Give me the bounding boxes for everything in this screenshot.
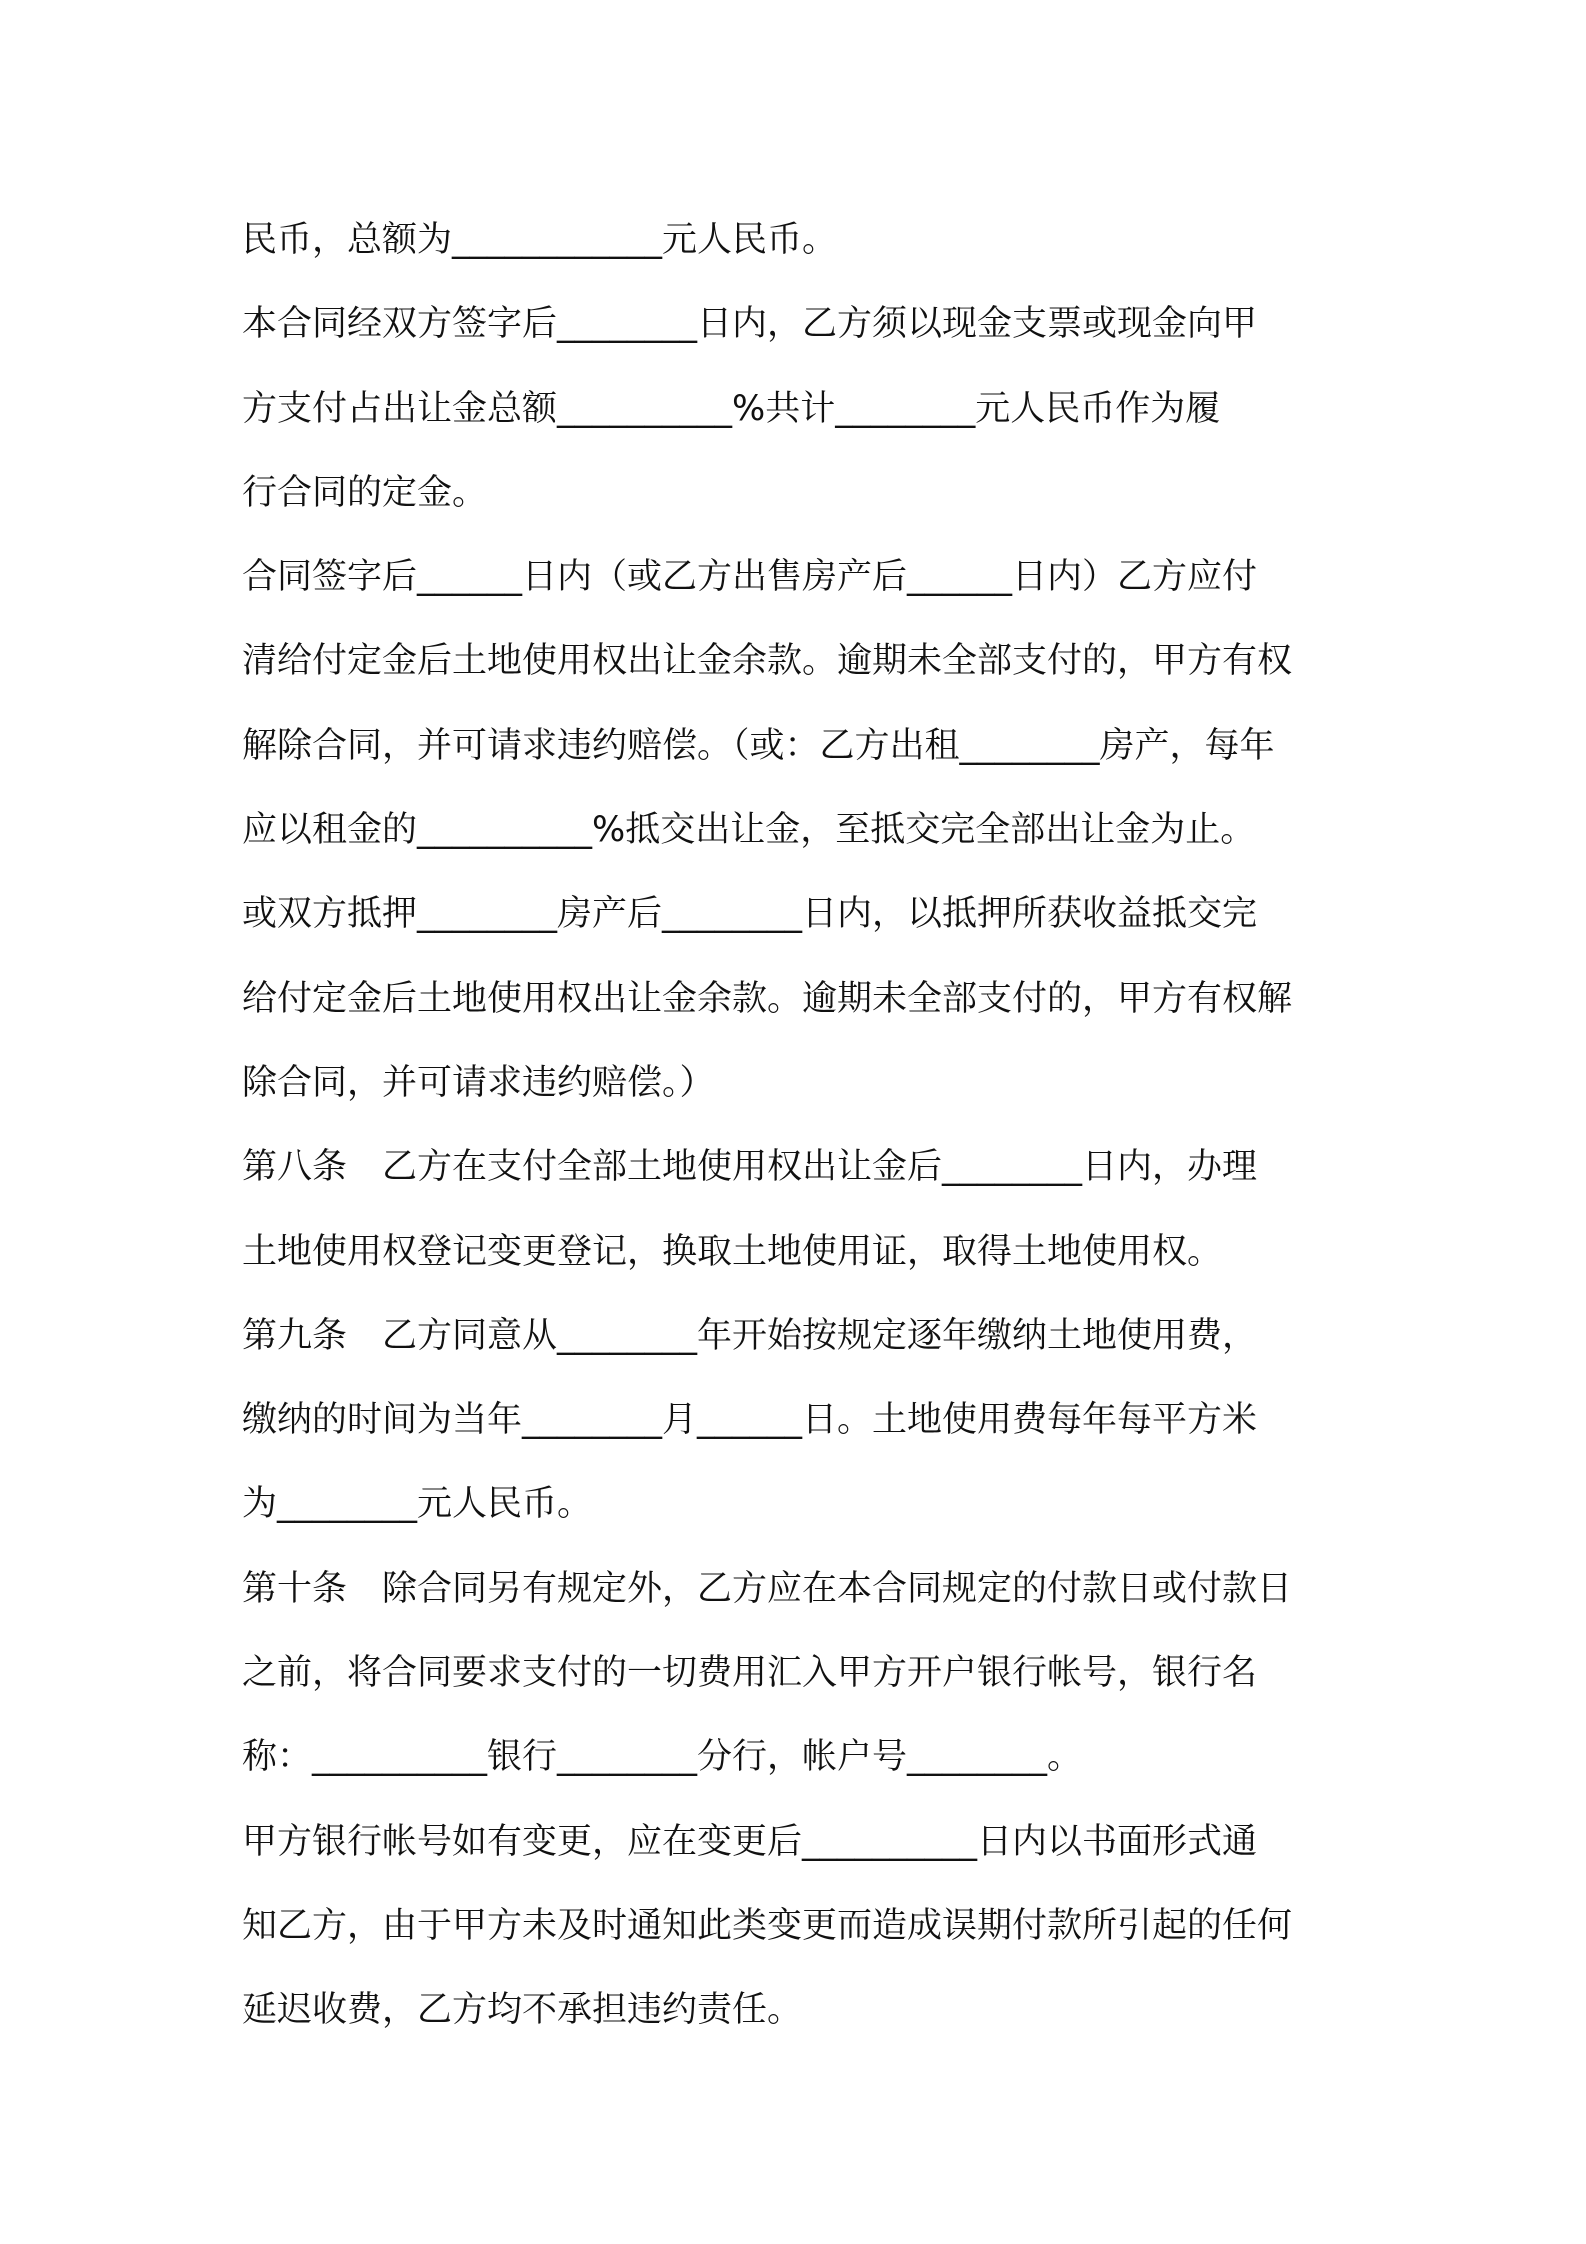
text-line: 延迟收费，乙方均不承担违约责任。 (242, 1990, 803, 2031)
text-line: 为________元人民币。 (242, 1484, 593, 1525)
text-line: 称：__________银行________分行，帐户号________。 (242, 1737, 1083, 1778)
text-line: 缴纳的时间为当年________月______日。土地使用费每年每平方米 (242, 1400, 1258, 1441)
article-8-line: 第八条 乙方在支付全部土地使用权出让金后________日内，办理 (242, 1147, 1258, 1188)
text-line: 解除合同，并可请求违约赔偿。（或：乙方出租________房产，每年 (242, 725, 1275, 766)
text-line: 之前，将合同要求支付的一切费用汇入甲方开户银行帐号，银行名 (242, 1653, 1258, 1694)
text-line: 除合同，并可请求违约赔偿。） (242, 1062, 715, 1103)
text-line: 知乙方，由于甲方未及时通知此类变更而造成误期付款所引起的任何 (242, 1905, 1293, 1946)
text-line: 甲方银行帐号如有变更，应在变更后__________日内以书面形式通 (242, 1821, 1258, 1862)
text-line: 民币，总额为____________元人民币。 (242, 220, 838, 260)
text-line: 清给付定金后土地使用权出让金余款。逾期未全部支付的，甲方有权 (242, 641, 1293, 682)
article-9-line: 第九条 乙方同意从________年开始按规定逐年缴纳土地使用费， (242, 1315, 1258, 1356)
text-line: 合同签字后______日内（或乙方出售房产后______日内）乙方应付 (242, 557, 1258, 598)
text-line: 方支付占出让金总额__________%共计________元人民币作为履 (242, 388, 1221, 429)
text-line: 给付定金后土地使用权出让金余款。逾期未全部支付的，甲方有权解 (242, 978, 1293, 1019)
text-line: 土地使用权登记变更登记，换取土地使用证，取得土地使用权。 (242, 1231, 1223, 1272)
text-line: 或双方抵押________房产后________日内，以抵押所获收益抵交完 (242, 894, 1258, 935)
text-line: 应以租金的__________%抵交出让金，至抵交完全部出让金为止。 (242, 810, 1256, 851)
text-line: 本合同经双方签字后________日内，乙方须以现金支票或现金向甲 (242, 304, 1258, 345)
contract-text (242, 198, 1362, 2053)
article-10-line: 第十条 除合同另有规定外，乙方应在本合同规定的付款日或付款日 (242, 1568, 1293, 1609)
text-line: 行合同的定金。 (242, 472, 488, 513)
